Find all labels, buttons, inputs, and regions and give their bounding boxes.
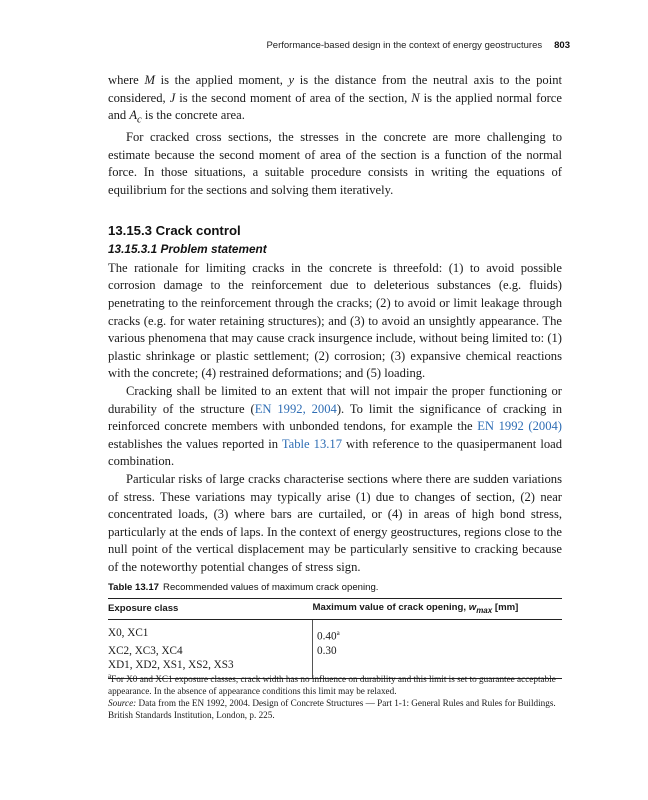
cell-exposure: XC2, XC3, XC4 [108, 644, 183, 657]
citation-link-en1992-2004[interactable]: EN 1992, 2004 [254, 401, 337, 416]
source-label: Source: [108, 698, 137, 709]
symbol-N: N [411, 90, 420, 105]
table-row [108, 644, 562, 658]
symbol-M: M [144, 73, 155, 87]
table-caption-text: Recommended values of maximum crack opening. [163, 582, 379, 593]
running-head-title: Performance-based design in the context of energy geostructures [266, 40, 543, 51]
body-text [108, 72, 562, 577]
table-header-row [108, 599, 562, 620]
cell-exposure: X0, XC1 [108, 626, 149, 639]
subsection-heading: 13.15.3.1 Problem statement [108, 242, 267, 257]
symbol-y: y [288, 73, 295, 87]
header-exposure-class: Exposure class [108, 599, 313, 620]
table-label: Table 13.17 [108, 582, 160, 593]
section-paragraph-3: Particular risks of large cracks characterise sections where there are sudden variations of stress. These variations may typically arise (1) due to changes of section, (2) near concentrated loads, (3) where bars are curtailed, or (4) in areas of high bond stress, particularly at the ends of laps. In the context of energy geostructures, regions close to the null point of the vertical displacement may be particularly sensitive to cracking because of the noteworthy potential changes of stress sign. [108, 471, 562, 574]
table-notes [108, 670, 562, 721]
section-heading: 13.15.3 Crack control [108, 222, 241, 238]
cell-value: 0.30 [313, 644, 563, 658]
citation-link-en1992[interactable]: EN 1992 (2004) [477, 419, 562, 434]
intro-paragraph-2: For cracked cross sections, the stresses in the concrete are more challenging to estimate because the second moment of area of the section is a function of the normal force. In those situations, a suitable procedure consists in writing the equations of equilibrium for the sections and solving them iteratively. [108, 130, 562, 198]
section-paragraph-2: Cracking shall be limited to an extent that will not impair the proper functioning or durability of the structure (EN 1992, 2004). To limit the significance of cracking in reinforced concrete members with unbonded tendons, for example the EN 1992 (2004) establishes the values reported in Table 13.17 with reference to the quasipermanent load combination. [108, 384, 563, 469]
page-number: 803 [554, 40, 570, 51]
symbol-J: J [169, 90, 176, 105]
table-footnote: $^a$For X0 and XC1 exposure classes, crack width has no influence on durability and this limit is set to guarantee acceptable appearance. In the absence of appearance conditions this limit may be relaxed. [108, 672, 556, 697]
section-paragraph-1: The rationale for limiting cracks in the concrete is threefold: (1) to avoid possible corrosion damage to the reinforcement due to deleterious substances (e.g. fluids) penetrating to the reinforcement through the cracks; (2) to avoid or limit leakage through cracks (e.g. for water retaining structures); and (3) to avoid an unsightly appearance. The various phenomena that may cause crack insurgence include, without being limited to: (1) plastic shrinkage or plastic settlement; (2) corrosion; (3) expansive chemical reactions with the concrete; (4) restrained deformations; and (5) loading. [108, 260, 562, 381]
symbol-c-subscript: c [137, 114, 142, 126]
symbol-A: A [129, 108, 138, 123]
cell-exposure: XD1, XD2, XS1, XS2, XS3 [108, 658, 313, 679]
table-caption [108, 582, 562, 593]
footnote-marker: a [336, 628, 340, 637]
running-head [250, 40, 570, 51]
intro-paragraph-1: where M is the applied moment, y is the distance from the neutral axis to the point considered, J is the second moment of area of the section, N is the applied normal force and $A_c$ is the concrete area. [108, 73, 562, 126]
header-max-crack-opening: Maximum value of crack opening, $w_{max}$ [mm] [313, 599, 563, 620]
table-row [108, 619, 562, 643]
cell-value: 0.40$^a$ [313, 619, 563, 643]
table-source: Source: Data from the EN 1992, 2004. Design of Concrete Structures — Part 1-1: General Rules and Rules for Buildings. British Standards Institution, London, p. 225. [108, 698, 556, 721]
table-reference-link[interactable]: Table 13.17 [281, 436, 342, 451]
crack-opening-table [108, 598, 562, 679]
